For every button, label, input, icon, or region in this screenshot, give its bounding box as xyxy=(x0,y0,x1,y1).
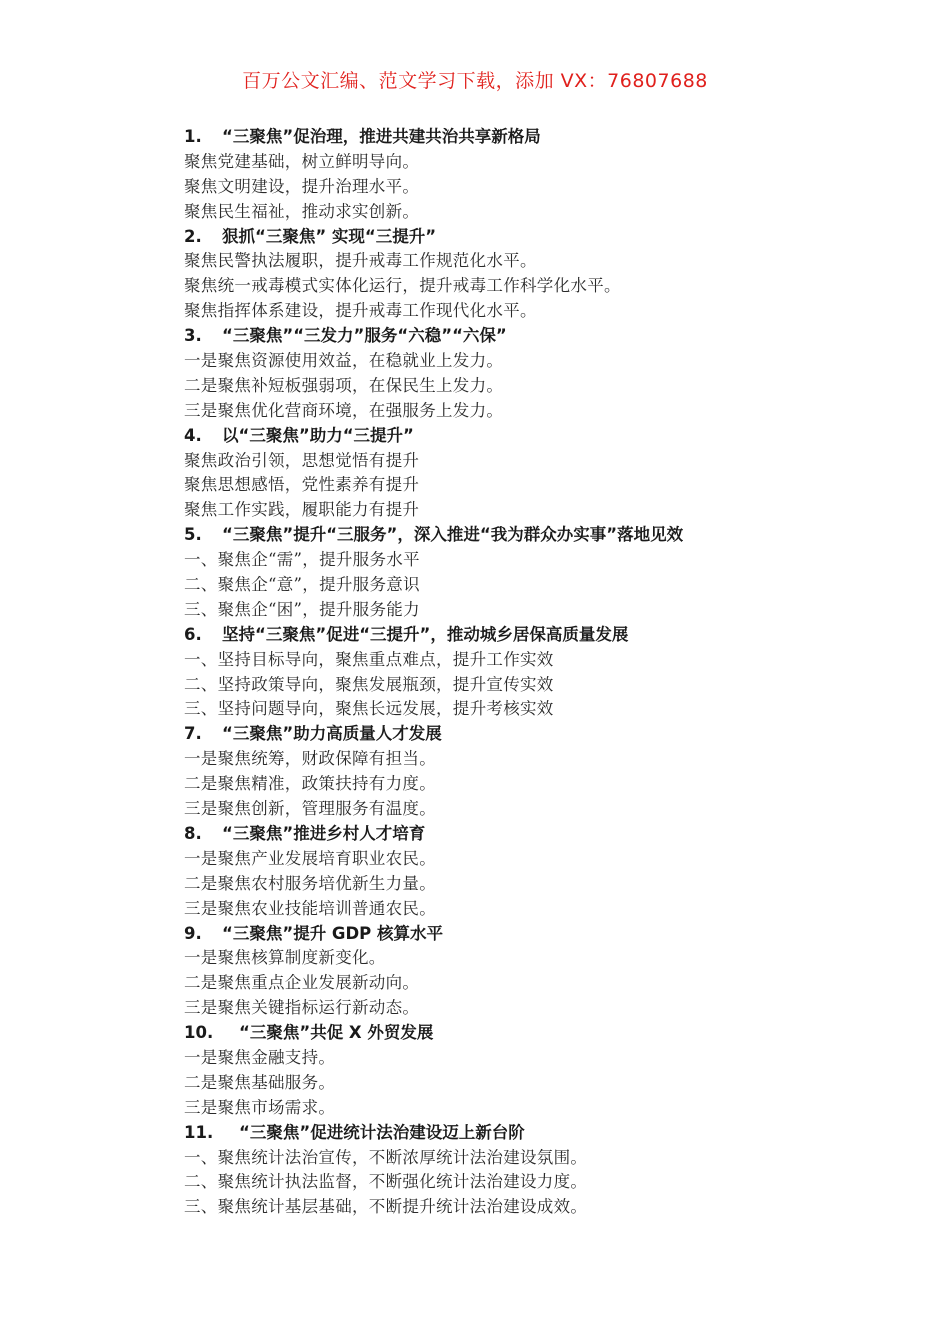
list-item: 一是聚焦资源使用效益，在稳就业上发力。 xyxy=(184,351,504,371)
list-item: 一、聚焦企“需”，提升服务水平 xyxy=(184,550,420,570)
section-number: 6. xyxy=(184,624,202,644)
list-item: 三是聚焦市场需求。 xyxy=(184,1097,336,1117)
section-heading xyxy=(184,1121,884,1146)
section-10 xyxy=(184,1021,884,1121)
section-number: 3. xyxy=(184,326,202,346)
list-item: 二是聚焦精准，政策扶持有力度。 xyxy=(184,774,436,794)
section-title: “三聚焦”促进统计法治建设迈上新台阶 xyxy=(239,1122,525,1142)
section-title: 坚持“三聚焦”促进“三提升”，推动城乡居保高质量发展 xyxy=(222,624,629,644)
section-heading xyxy=(184,523,884,548)
document-body xyxy=(184,125,884,1220)
header-banner: 百万公文汇编、范文学习下载，添加 VX：76807688 xyxy=(242,70,708,92)
section-title: “三聚焦”助力高质量人才发展 xyxy=(222,724,442,744)
section-title: “三聚焦”共促 X 外贸发展 xyxy=(239,1023,434,1043)
section-heading xyxy=(184,324,884,349)
section-title: 狠抓“三聚焦” 实现“三提升” xyxy=(222,226,437,246)
section-11 xyxy=(184,1121,884,1221)
section-number: 1. xyxy=(184,127,202,146)
section-heading xyxy=(184,125,884,150)
list-item: 一是聚焦核算制度新变化。 xyxy=(184,948,386,968)
list-item: 二是聚焦补短板强弱项，在保民生上发力。 xyxy=(184,375,504,395)
list-item: 三是聚焦农业技能培训普通农民。 xyxy=(184,898,436,918)
section-number: 2. xyxy=(184,226,202,246)
section-title: “三聚焦”提升 GDP 核算水平 xyxy=(222,923,444,943)
list-item: 三、坚持问题导向，聚焦长远发展，提升考核实效 xyxy=(184,699,554,719)
section-number: 9. xyxy=(184,923,202,943)
section-heading xyxy=(184,225,884,250)
section-9 xyxy=(184,922,884,1022)
list-item: 聚焦工作实践，履职能力有提升 xyxy=(184,500,420,520)
section-heading xyxy=(184,922,884,947)
list-item: 一是聚焦统筹，财政保障有担当。 xyxy=(184,749,436,769)
section-5 xyxy=(184,523,884,623)
section-3 xyxy=(184,324,884,424)
list-item: 一、聚焦统计法治宣传，不断浓厚统计法治建设氛围。 xyxy=(184,1147,588,1167)
list-item: 聚焦思想感悟，党性素养有提升 xyxy=(184,475,420,495)
list-item: 一、坚持目标导向，聚焦重点难点，提升工作实效 xyxy=(184,649,554,669)
section-number: 8. xyxy=(184,823,202,843)
list-item: 二是聚焦农村服务培优新生力量。 xyxy=(184,873,436,893)
section-number: 10. xyxy=(184,1023,214,1043)
section-heading xyxy=(184,623,884,648)
section-heading xyxy=(184,1021,884,1046)
list-item: 三、聚焦统计基层基础，不断提升统计法治建设成效。 xyxy=(184,1197,588,1217)
section-title: “三聚焦”推进乡村人才培育 xyxy=(222,823,426,843)
section-number: 4. xyxy=(184,425,202,445)
section-heading xyxy=(184,722,884,747)
list-item: 聚焦统一戒毒模式实体化运行，提升戒毒工作科学化水平。 xyxy=(184,276,621,296)
list-item: 二、聚焦企“意”，提升服务意识 xyxy=(184,575,420,595)
section-heading xyxy=(184,822,884,847)
section-number: 5. xyxy=(184,525,202,545)
list-item: 聚焦民警执法履职，提升戒毒工作规范化水平。 xyxy=(184,251,537,271)
list-item: 聚焦民生福祉，推动求实创新。 xyxy=(184,201,420,221)
list-item: 聚焦政治引领，思想觉悟有提升 xyxy=(184,450,420,470)
list-item: 二是聚焦基础服务。 xyxy=(184,1072,336,1092)
section-2 xyxy=(184,225,884,325)
section-title: “三聚焦”提升“三服务”，深入推进“我为群众办实事”落地见效 xyxy=(222,525,684,545)
section-title: “三聚焦”“三发力”服务“六稳”“六保” xyxy=(222,326,507,346)
section-4 xyxy=(184,424,884,524)
list-item: 三是聚焦优化营商环境，在强服务上发力。 xyxy=(184,400,504,420)
section-title: “三聚焦”促治理，推进共建共治共享新格局 xyxy=(222,127,541,146)
section-number: 11. xyxy=(184,1122,214,1142)
list-item: 三是聚焦关键指标运行新动态。 xyxy=(184,998,420,1018)
list-item: 一是聚焦金融支持。 xyxy=(184,1047,336,1067)
list-item: 聚焦指挥体系建设，提升戒毒工作现代化水平。 xyxy=(184,301,537,321)
list-item: 二、坚持政策导向，聚焦发展瓶颈，提升宣传实效 xyxy=(184,674,554,694)
section-6 xyxy=(184,623,884,723)
list-item: 三是聚焦创新，管理服务有温度。 xyxy=(184,799,436,819)
list-item: 一是聚焦产业发展培育职业农民。 xyxy=(184,848,436,868)
section-title: 以“三聚焦”助力“三提升” xyxy=(222,425,414,445)
section-1 xyxy=(184,125,884,225)
list-item: 聚焦党建基础，树立鲜明导向。 xyxy=(184,151,420,171)
list-item: 二是聚焦重点企业发展新动向。 xyxy=(184,973,420,993)
section-7 xyxy=(184,722,884,822)
list-item: 聚焦文明建设，提升治理水平。 xyxy=(184,176,420,196)
list-item: 三、聚焦企“困”，提升服务能力 xyxy=(184,599,420,619)
section-heading xyxy=(184,424,884,449)
section-8 xyxy=(184,822,884,922)
section-number: 7. xyxy=(184,724,202,744)
list-item: 二、聚焦统计执法监督，不断强化统计法治建设力度。 xyxy=(184,1172,588,1192)
